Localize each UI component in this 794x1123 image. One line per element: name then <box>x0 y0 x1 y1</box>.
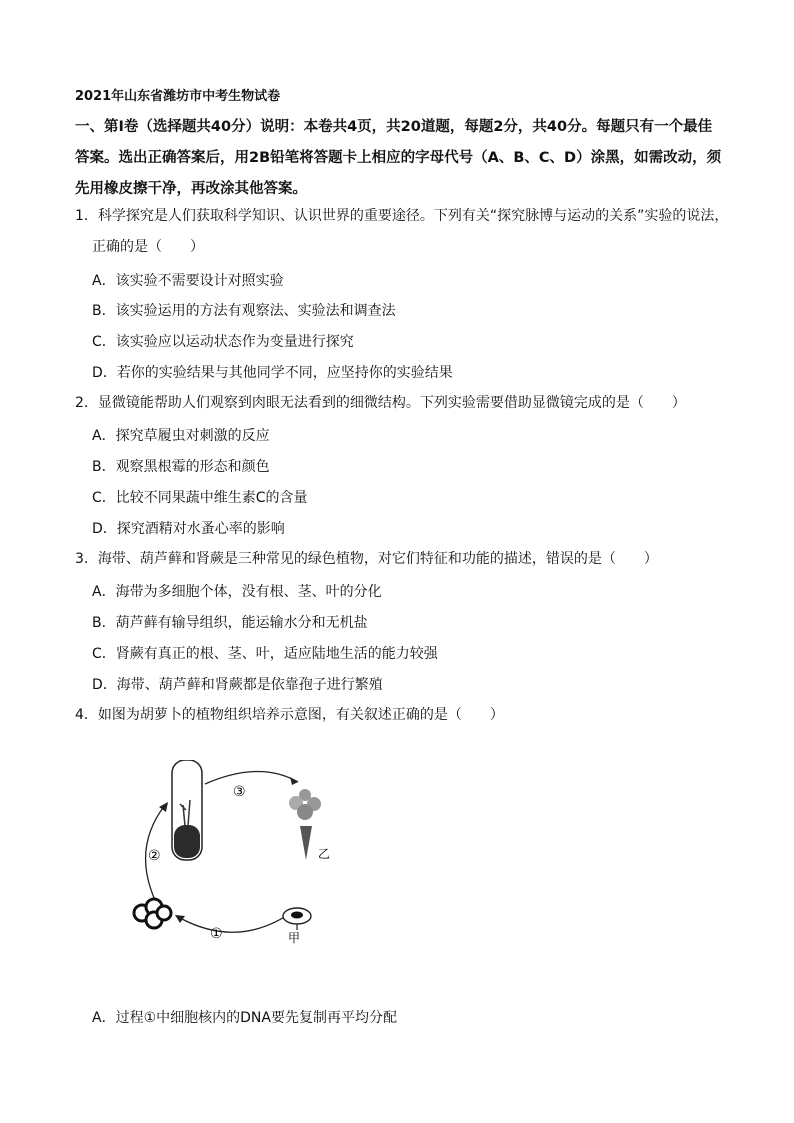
question-1-stem: 1．科学探究是人们获取科学知识、认识世界的重要途径。下列有关“探究脉博与运动的关系”实验的说法， <box>75 208 729 224</box>
question-2-option-a: A．探究草履虫对刺激的反应 <box>92 428 270 444</box>
question-2 <box>75 388 735 419</box>
question-3-option-d: D．海带、葫芦藓和肾蕨都是依靠孢子进行繁殖 <box>92 677 383 693</box>
question-1-stem-cont: 正确的是（ ） <box>92 239 204 255</box>
tissue-culture-diagram <box>120 760 350 960</box>
question-3 <box>75 544 735 575</box>
question-3-stem: 3．海带、葫芦藓和肾蕨是三种常见的绿色植物，对它们特征和功能的描述，错误的是（ ） <box>75 551 658 567</box>
carrot-root-icon <box>300 826 312 860</box>
question-4-stem: 4．如图为胡萝卜的植物组织培养示意图，有关叙述正确的是（ ） <box>75 707 504 723</box>
exam-title: 2021年山东省潍坊市中考生物试卷 <box>75 89 281 104</box>
question-1-option-d: D．若你的实验结果与其他同学不同，应坚持你的实验结果 <box>92 365 453 381</box>
question-1-option-c: C．该实验应以运动状态作为变量进行探究 <box>92 334 354 350</box>
arrow-head-1 <box>175 915 185 923</box>
question-1-option-b: B．该实验运用的方法有观察法、实验法和调查法 <box>92 303 396 319</box>
label-yi: 乙 <box>318 847 331 861</box>
foliage-blob <box>297 804 313 820</box>
question-3-option-b: B．葫芦藓有输导组织，能运输水分和无机盐 <box>92 615 368 631</box>
question-3-option-c: C．肾蕨有真正的根、茎、叶，适应陆地生活的能力较强 <box>92 646 438 662</box>
question-1 <box>75 201 735 263</box>
question-1-option-a: A．该实验不需要设计对照实验 <box>92 273 284 289</box>
step-label-1: ① <box>210 926 223 942</box>
arc-1 <box>180 910 295 932</box>
cell-cluster <box>157 906 171 920</box>
step-label-2: ② <box>148 848 161 864</box>
question-4 <box>75 700 735 731</box>
callus-tissue <box>291 912 303 919</box>
question-3-option-a: A．海带为多细胞个体，没有根、茎、叶的分化 <box>92 584 382 600</box>
question-2-option-c: C．比较不同果蔬中维生素C的含量 <box>92 490 308 506</box>
label-jia: 甲 <box>288 931 301 945</box>
question-2-option-d: D．探究酒精对水蚤心率的影响 <box>92 521 285 537</box>
step-label-3: ③ <box>233 784 246 800</box>
culture-medium <box>174 825 200 858</box>
section-instructions: 一、第Ⅰ卷（选择题共40分）说明：本卷共4页，共20道题，每题2分，共40分。每题只有一个最佳答案。选出正确答案后，用2B铅笔将答题卡上相应的字母代号（A、B、C、D）涂黑，如需改动，须先用橡皮擦干净，再改涂其他答案。 <box>75 119 722 197</box>
question-4-option-a: A．过程①中细胞核内的DNA要先复制再平均分配 <box>92 1010 397 1026</box>
question-2-option-b: B．观察黑根霉的形态和颜色 <box>92 459 270 475</box>
arc-3 <box>205 771 298 784</box>
question-2-stem: 2．显微镜能帮助人们观察到肉眼无法看到的细微结构。下列实验需要借助显微镜完成的是（ ） <box>75 395 686 411</box>
